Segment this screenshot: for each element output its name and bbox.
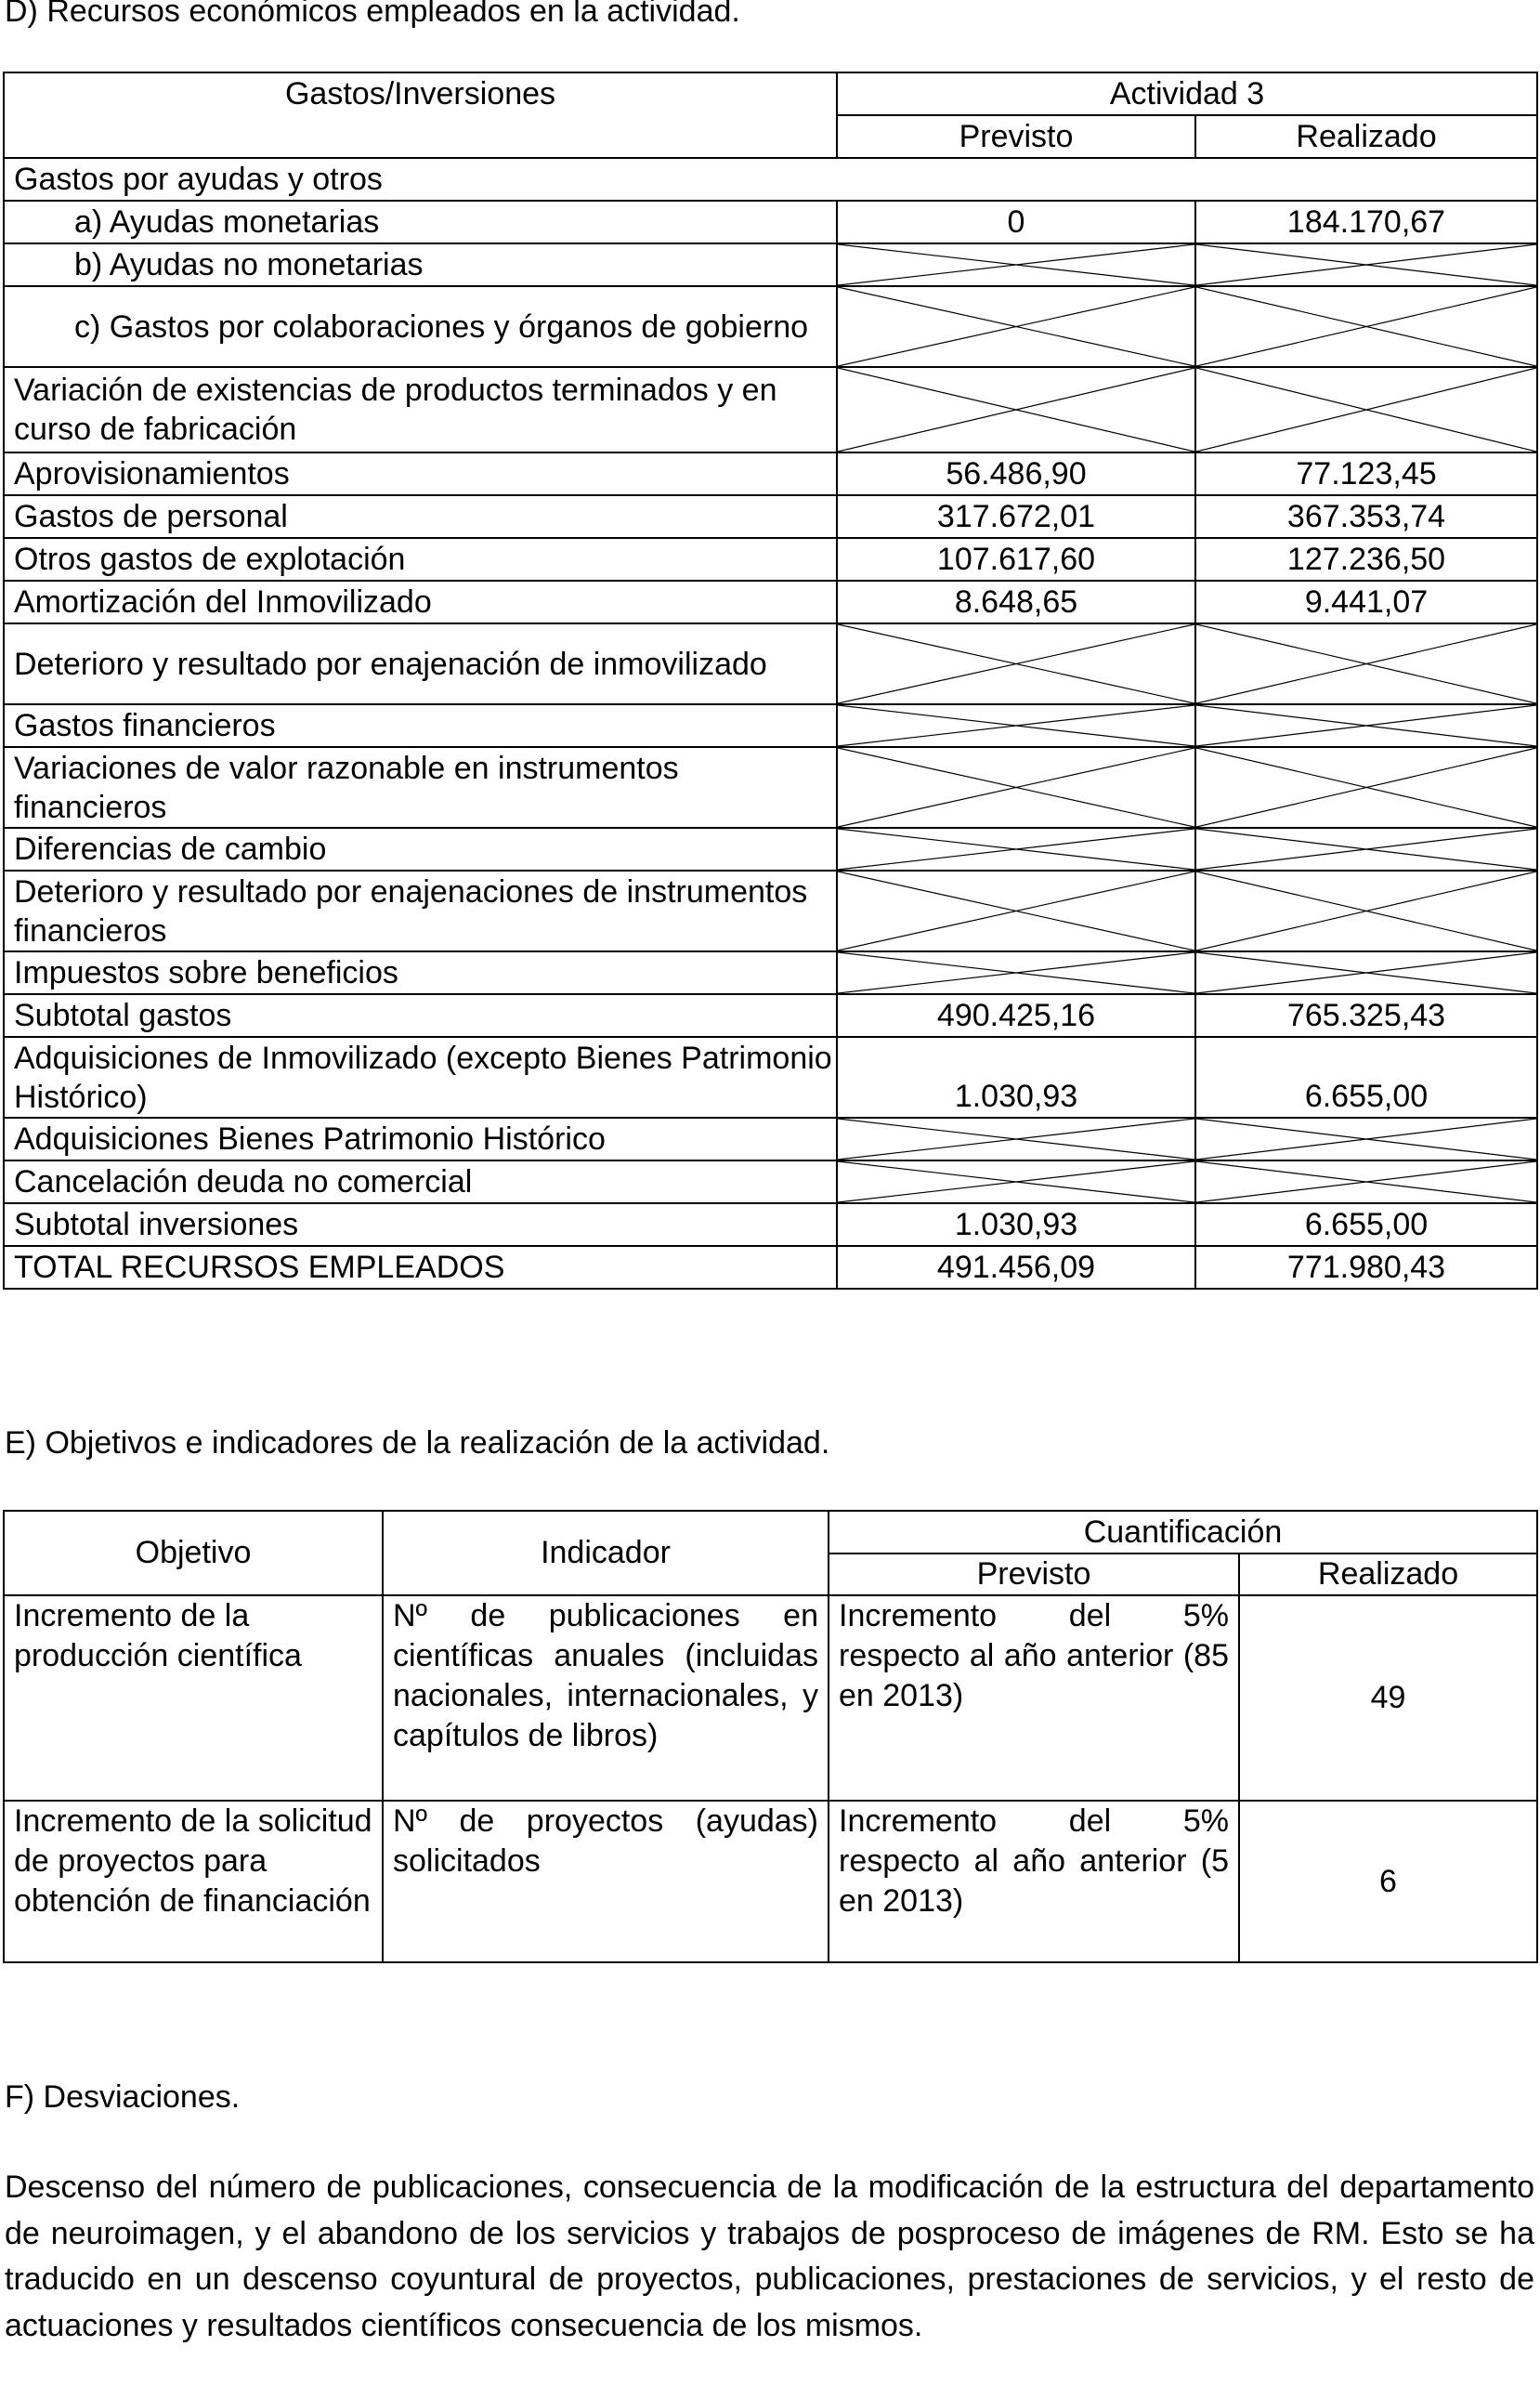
cross-mark [838,748,1194,827]
realizado-value: 127.236,50 [1195,538,1537,581]
table-row [4,747,1537,828]
realizado-value: 771.980,43 [1195,1246,1537,1289]
row-label: TOTAL RECURSOS EMPLEADOS [4,1246,837,1289]
realizado-cell: 49 [1239,1595,1537,1801]
header-gastos-inversiones: Gastos/Inversiones [4,72,837,158]
table-row [4,1595,1537,1801]
objetivo-cell: Incremento de la producción científica [4,1595,383,1801]
previsto-cell: Incremento del 5% respecto al año anterior (85 en 2013) [829,1595,1239,1801]
table-row [4,495,1537,538]
header-realizado: Realizado [1195,115,1537,158]
previsto-value: 490.425,16 [837,994,1195,1037]
table-row [4,286,1537,367]
table-row [4,951,1537,994]
previsto-value: 491.456,09 [837,1246,1195,1289]
row-label: Amortización del Inmovilizado [4,581,837,623]
crossed-out-cell [1195,243,1537,286]
header-cuantificacion: Cuantificación [829,1511,1537,1554]
crossed-out-cell [837,286,1195,367]
cross-mark [1196,244,1536,285]
table-row [4,1160,1537,1203]
cross-mark [838,829,1194,870]
section-f-title: F) Desviaciones. [5,2079,241,2115]
crossed-out-cell [1195,286,1537,367]
table-row [4,538,1537,581]
row-label: Gastos de personal [4,495,837,538]
crossed-out-cell [837,1160,1195,1203]
table-row [4,452,1537,495]
indicador-cell: Nº de publicaciones en científicas anuales (incluidas nacionales, internacionales, y capítulos de libros) [383,1595,829,1801]
crossed-out-cell [1195,1160,1537,1203]
realizado-value: 9.441,07 [1195,581,1537,623]
row-label: Otros gastos de explotación [4,538,837,581]
previsto-value: 107.617,60 [837,538,1195,581]
crossed-out-cell [837,367,1195,452]
cross-mark [838,872,1194,950]
row-label: b) Ayudas no monetarias [4,243,837,286]
crossed-out-cell [1195,828,1537,871]
table-row [4,201,1537,243]
realizado-value: 765.325,43 [1195,994,1537,1037]
table-row [4,581,1537,623]
cross-mark [1196,1161,1536,1202]
row-label: Impuestos sobre beneficios [4,951,837,994]
table-row [4,158,1537,201]
cross-mark [838,1119,1194,1160]
indicador-cell: Nº de proyectos (ayudas) solicitados [383,1801,829,1962]
cross-mark [838,1161,1194,1202]
previsto-value: 8.648,65 [837,581,1195,623]
crossed-out-cell [1195,367,1537,452]
row-label: Cancelación deuda no comercial [4,1160,837,1203]
row-label: Variación de existencias de productos terminados y en curso de fabricación [4,367,837,452]
table-row [4,871,1537,951]
cross-mark [1196,829,1536,870]
row-label: Diferencias de cambio [4,828,837,871]
cross-mark [838,705,1194,746]
realizado-value: 77.123,45 [1195,452,1537,495]
objectives-table [3,1510,1538,1963]
resources-table [3,72,1538,1290]
table-row [4,1203,1537,1246]
header-e-previsto: Previsto [829,1554,1239,1595]
cross-mark [1196,287,1536,366]
header-e-realizado: Realizado [1239,1554,1537,1595]
deviations-text: Descenso del número de publicaciones, consecuencia de la modificación de la estructura del departamento de neuroimagen, y el abandono de los servicios y trabajos de posproceso de imágenes de RM. Esto se ha traducido en un descenso coyuntural de proyectos, publicaciones, prestaciones de servicios, y el resto de actuaciones y resultados científicos consecuencia de los mismos. [5,2170,1534,2343]
section-e-title: E) Objetivos e indicadores de la realización de la actividad. [5,1425,830,1461]
table-row [4,1246,1537,1289]
cross-mark [838,624,1194,703]
table-row [4,1118,1537,1160]
crossed-out-cell [1195,951,1537,994]
cross-mark [1196,624,1536,703]
crossed-out-cell [837,1118,1195,1160]
cross-mark [838,244,1194,285]
header-actividad: Actividad 3 [837,72,1537,115]
row-label: a) Ayudas monetarias [4,201,837,243]
cross-mark [1196,952,1536,993]
row-label: Variaciones de valor razonable en instrumentos financieros [4,747,837,828]
table-row [4,623,1537,704]
row-label: Deterioro y resultado por enajenación de inmovilizado [4,623,837,704]
row-label: Subtotal inversiones [4,1203,837,1246]
header-previsto: Previsto [837,115,1195,158]
crossed-out-cell [837,828,1195,871]
realizado-value: 6.655,00 [1195,1037,1537,1118]
table-row [4,1037,1537,1118]
crossed-out-cell [837,243,1195,286]
crossed-out-cell [1195,704,1537,747]
cross-mark [838,952,1194,993]
previsto-value: 1.030,93 [837,1203,1195,1246]
previsto-value: 0 [837,201,1195,243]
cross-mark [1196,705,1536,746]
realizado-value: 6.655,00 [1195,1203,1537,1246]
table-row [4,828,1537,871]
realizado-value: 184.170,67 [1195,201,1537,243]
previsto-value: 56.486,90 [837,452,1195,495]
header-indicador: Indicador [383,1511,829,1595]
crossed-out-cell [837,951,1195,994]
cross-mark [1196,1119,1536,1160]
previsto-value: 317.672,01 [837,495,1195,538]
row-label: Aprovisionamientos [4,452,837,495]
section-d-title: D) Recursos económicos empleados en la actividad. [5,0,740,29]
table-row [4,243,1537,286]
crossed-out-cell [837,747,1195,828]
cross-mark [1196,872,1536,950]
realizado-cell: 6 [1239,1801,1537,1962]
crossed-out-cell [1195,871,1537,951]
row-label: Subtotal gastos [4,994,837,1037]
row-label: c) Gastos por colaboraciones y órganos de gobierno [4,286,837,367]
table-row [4,704,1537,747]
row-label: Deterioro y resultado por enajenaciones de instrumentos financieros [4,871,837,951]
row-label: Gastos financieros [4,704,837,747]
crossed-out-cell [1195,747,1537,828]
crossed-out-cell [1195,623,1537,704]
realizado-value: 367.353,74 [1195,495,1537,538]
table-row [4,994,1537,1037]
crossed-out-cell [1195,1118,1537,1160]
crossed-out-cell [837,871,1195,951]
cross-mark [1196,368,1536,452]
cross-mark [1196,748,1536,827]
previsto-value: 1.030,93 [837,1037,1195,1118]
crossed-out-cell [837,704,1195,747]
cross-mark [838,287,1194,366]
row-label: Adquisiciones de Inmovilizado (excepto Bienes Patrimonio Histórico) [4,1037,837,1118]
table-row [4,1801,1537,1962]
crossed-out-cell [837,623,1195,704]
table-row [4,367,1537,452]
previsto-cell: Incremento del 5% respecto al año anterior (5 en 2013) [829,1801,1239,1962]
header-objetivo: Objetivo [4,1511,383,1595]
objetivo-cell: Incremento de la solicitud de proyectos para obtención de financiación [4,1801,383,1962]
cross-mark [838,368,1194,452]
row-label: Adquisiciones Bienes Patrimonio Histórico [4,1118,837,1160]
row-label: Gastos por ayudas y otros [4,158,1537,201]
